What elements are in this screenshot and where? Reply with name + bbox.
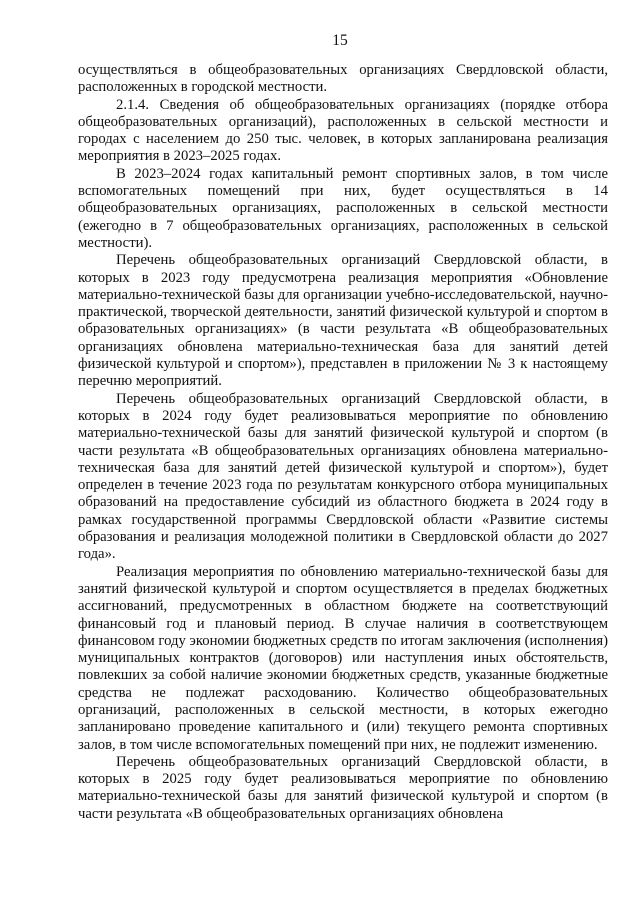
- paragraph-list-2025: Перечень общеобразовательных организаций Свердловской области, в которых в 2025 году будет реализовываться мероприятие по обновлению материально-технической базы для занятий физической культурой и спортом (в части результата «В общеобразовательных организациях обновлена: [78, 753, 608, 822]
- paragraph-list-2024: Перечень общеобразовательных организаций Свердловской области, в которых в 2024 году будет реализовываться мероприятие по обновлению материально-технической базы для занятий физической культурой и спортом (в части результата «В общеобразовательных организациях обновлена материально-техническая база для занятий детей физической культурой и спортом»), будет определен в течение 2023 года по результатам конкурсного отбора муниципальных образований на предоставление субсидий из областного бюджета в 2024 году в рамках государственной программы Свердловской области «Развитие системы образования и реализация молодежной политики в Свердловской области до 2027 года».: [78, 390, 608, 563]
- paragraph-repair-plan: В 2023–2024 годах капитальный ремонт спортивных залов, в том числе вспомогательных помещений при них, будет осуществляться в 14 общеобразовательных организациях, расположенных в сельской местности (ежегодно в 7 общеобразовательных организациях, расположенных в сельской местности).: [78, 165, 608, 251]
- paragraph-section-heading: 2.1.4. Сведения об общеобразовательных организациях (порядке отбора общеобразовательных организаций), расположенных в сельской местности и городах с населением до 250 тыс. человек, в которых запланирована реализация мероприятия в 2023–2025 годах.: [78, 96, 608, 165]
- paragraph-continuation: осуществляться в общеобразовательных организациях Свердловской области, расположенных в городской местности.: [78, 62, 608, 96]
- paragraph-budget-conditions: Реализация мероприятия по обновлению материально-технической базы для занятий физической культурой и спортом осуществляется в пределах бюджетных ассигнований, предусмотренных в областном бюджете на соответствующий финансовый год и плановый период. В случае наличия в соответствующем финансовом году экономии бюджетных средств по итогам заключения (исполнения) муниципальных контрактов (договоров) или наступления иных обстоятельств, повлекших за собой наличие экономии бюджетных средств, указанные бюджетные средства не подлежат расходованию. Количество общеобразовательных организаций, расположенных в сельской местности, в которых ежегодно запланировано проведение капитального и (или) текущего ремонта спортивных залов, в том числе вспомогательных помещений при них, не подлежит изменению.: [78, 563, 608, 753]
- page-number: 15: [332, 32, 348, 49]
- paragraph-list-2023: Перечень общеобразовательных организаций Свердловской области, в которых в 2023 году предусмотрена реализация мероприятия «Обновление материально-технической базы для организации учебно-исследовательской, научно-практической, творческой деятельности, занятий физической культурой и спортом в образовательных организациях» (в части результата «В общеобразовательных организациях обновлена материально-техническая база для занятий детей физической культурой и спортом»), представлен в приложении № 3 к настоящему перечню мероприятий.: [78, 252, 608, 390]
- document-body: [78, 62, 608, 823]
